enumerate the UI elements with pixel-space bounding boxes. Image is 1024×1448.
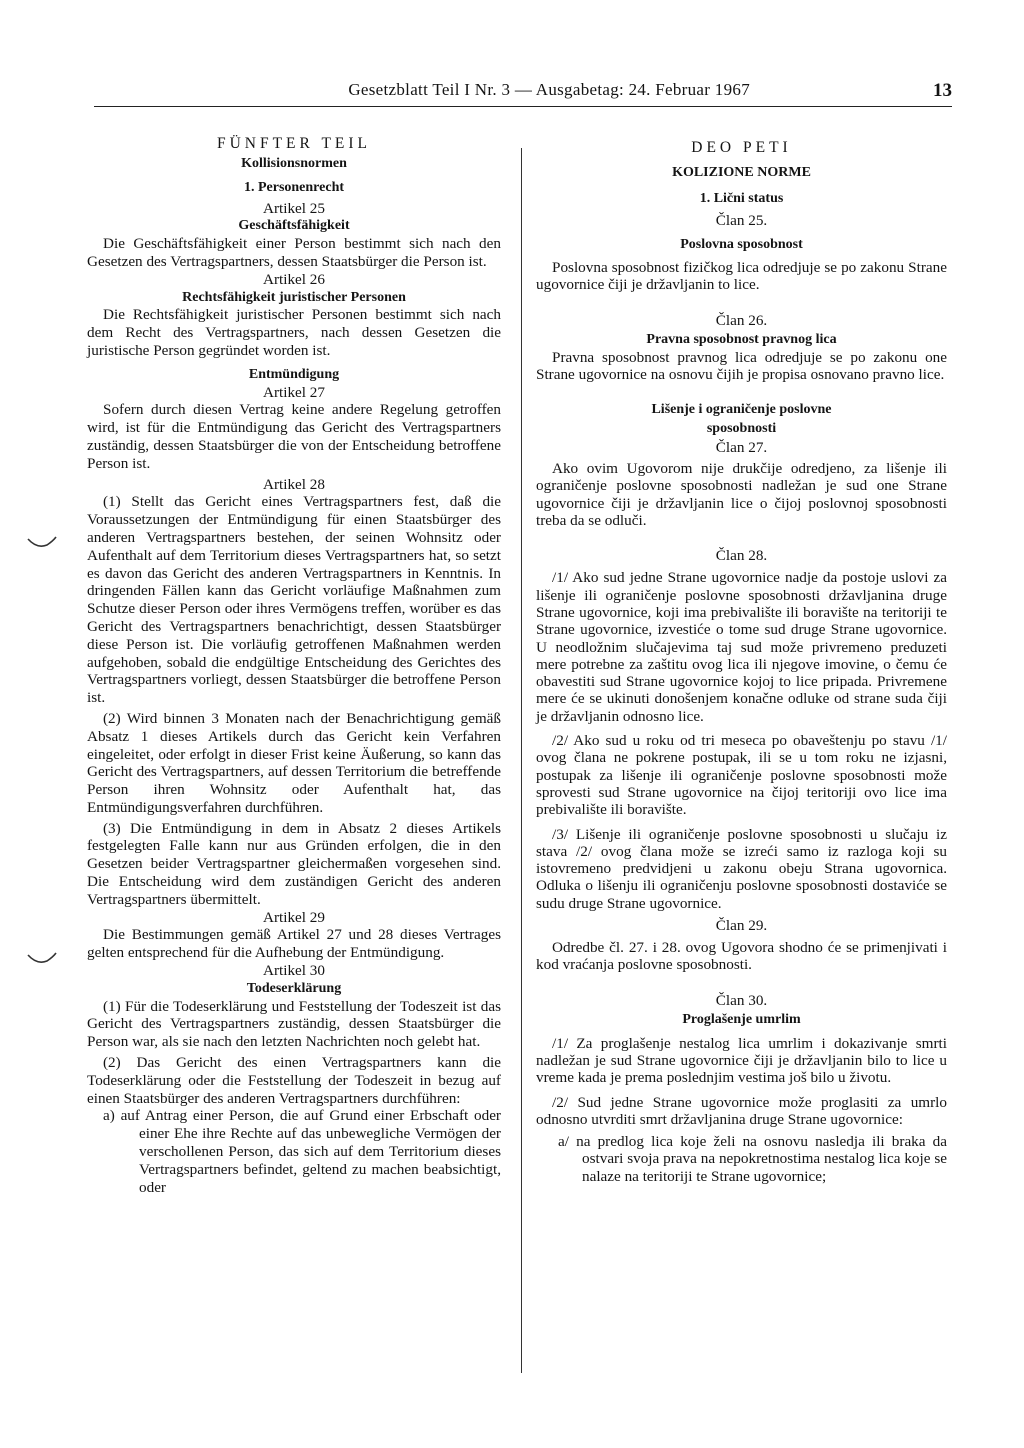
clan-25-text: Poslovna sposobnost fizičkog lica odredjuje se po zakonu Strane ugovornice čiji je državljanin to lice. — [536, 259, 947, 294]
article-28-paragraph-1: (1) Stellt das Gericht eines Vertragspartners fest, daß die Voraussetzungen der Entmündigung für einen Staatsbürger des anderen Vertragspartners bestehen, der seinen Wohnsitz oder Aufenthalt auf dem Territorium dieses Vertragspartners hat, so setzt es davon das Gericht des anderen Vertragspartners in Kenntnis. In dringenden Fällen kann das Gericht vorläufige Maßnahmen zum Schutze dieser Person oder ihres Vermögens treffen, worüber es das Gericht des Vertragspartners benachrichtigt, dessen Staatsbürger diese Person ist. Die vorläufig getroffenen Maßnahmen werden aufgehoben, sobald die endgültige Entscheidung des Gerichtes des Vertragspartners vorliegt, dessen Staatsbürger die betroffene Person ist. — [87, 493, 501, 707]
clan-27-heading-line-1: Lišenje i ograničenje poslovne — [651, 402, 832, 418]
clan-30-item-a: a/ na predlog lica koje želi na osnovu nasledja ili braka da ostvari svoja prava na nepokretnostima nestalog lica koje se nalaze na teritoriji te Strane ugovornice; — [558, 1133, 947, 1185]
clan-27-label: Član 27. — [715, 439, 768, 457]
article-28-paragraph-2: (2) Wird binnen 3 Monaten nach der Benachrichtigung gemäß Absatz 1 dieses Artikels durch das Gericht kein Verfahren eingeleitet, oder erfolgt in dieser Frist keine Äußerung, so kann das Gericht des Vertragspartners, auf dessen Territorium die betreffende Person ihren Wohnsitz oder Aufenthalt hat, das Entmündigungsverfahren durchführen. — [87, 709, 501, 816]
article-28-label: Artikel 28 — [262, 475, 325, 493]
margin-check-mark — [27, 536, 57, 550]
article-25-label: Artikel 25 — [262, 199, 325, 217]
clan-30-label: Član 30. — [715, 991, 768, 1009]
part-title: DEO PETI — [691, 139, 792, 156]
part-subtitle: Kollisionsnormen — [241, 156, 347, 171]
article-26-text: Die Rechtsfähigkeit juristischer Personen bestimmt sich nach dem Recht des Vertragspartners, nach dessen Gesetzen die juristische Person gegründet worden ist. — [87, 306, 501, 359]
header-rule — [94, 106, 952, 107]
article-30-paragraph-2: (2) Das Gericht des einen Vertragspartners kann die Todeserklärung oder die Feststellung der Todeszeit in bezug auf einen Staatsbürger des anderen Vertragspartners durchführen: — [87, 1054, 501, 1107]
clan-28-paragraph-3: /3/ Lišenje ili ograničenje poslovne sposobnosti u slučaju iz stava /2/ ovog člana može se izreći samo iz razloga koji su istovremeno predvidjeni u zakonu obeju Strana ugovornica. Odluka o lišenju ili ograničenju poslovne sposobnosti dostaviće se sudu druge Strane ugovornice. — [536, 825, 947, 912]
article-30-label: Artikel 30 — [262, 962, 325, 980]
article-25-heading: Geschäftsfähigkeit — [238, 218, 350, 234]
clan-26-label: Član 26. — [715, 311, 768, 329]
clan-30-paragraph-2: /2/ Sud jedne Strane ugovornice može proglasiti za umrlo odnosno utvrditi smrt državljanina druge Strane ugovornice: — [536, 1093, 947, 1128]
clan-28-paragraph-1: /1/ Ako sud jedne Strane ugovornice nadje da postoje uslovi za lišenje ili ograničenje poslovne sposobnosti državljanina druge Strane ugovornice, koji ima prebivalište ili boravište na teritoriji te Strane ugovornice, izvestiće o tome sud druge Strane ugovornice. U neodložnim slučajevima taj sud može privremeno preduzeti mere potrebne za zaštitu ovog lica ili njegove imovine, o čemu će obavestiti sud Strane ugovornice kojoj to lice pripada. Privremene mere će se ukinuti donošenjem konačne odluke od strane suda čiji je državljanin odnosno lice. — [536, 569, 947, 725]
article-30-item-a: a) auf Antrag einer Person, die auf Grund einer Erbschaft oder einer Ehe ihre Rechte auf das unbewegliche Vermögen der verschollenen Person, das sich auf dem Territorium dieses Vertragspartners befindet, geltend zu machen beabsichtigt, oder — [103, 1107, 501, 1196]
page-number: 13 — [933, 80, 952, 101]
part-title: FÜNFTER TEIL — [216, 135, 372, 152]
clan-26-heading: Pravna sposobnost pravnog lica — [646, 331, 837, 347]
clan-25-label: Član 25. — [715, 212, 768, 229]
clan-29-label: Član 29. — [715, 917, 768, 935]
article-27-label: Artikel 27 — [262, 383, 325, 401]
clan-26-text: Pravna sposobnost pravnog lica odredjuje se po zakonu one Strane ugovornice na osnovu čijih je propisa osnovano pravno lice. — [536, 348, 947, 383]
article-29-text: Die Bestimmungen gemäß Artikel 27 und 28 dieses Vertrages gelten entsprechend für die Aufhebung der Entmündigung. — [87, 926, 501, 962]
clan-30-heading: Proglašenje umrlim — [682, 1011, 801, 1027]
article-30-paragraph-1: (1) Für die Todeserklärung und Feststellung der Todeszeit ist das Gericht des Vertragspartners zuständig, dessen Staatsbürger die Person war, als sie nach den letzten Nachrichten noch gelebt hat. — [87, 997, 501, 1051]
section-heading: 1. Personenrecht — [243, 179, 345, 195]
margin-check-mark — [27, 952, 57, 966]
clan-28-label: Član 28. — [715, 547, 768, 565]
article-27-heading: Entmündigung — [248, 366, 340, 382]
article-25-text: Die Geschäftsfähigkeit einer Person bestimmt sich nach den Gesetzen des Vertragspartners, dessen Staatsbürger die Person ist. — [87, 235, 501, 270]
article-29-label: Artikel 29 — [262, 908, 325, 926]
page-header — [94, 78, 952, 104]
column-divider — [521, 148, 522, 1373]
clan-27-heading-line-2: sposobnosti — [706, 421, 777, 437]
article-30-heading: Todeserklärung — [246, 980, 342, 996]
part-subtitle: KOLIZIONE NORME — [672, 165, 811, 180]
clan-29-text: Odredbe čl. 27. i 28. ovog Ugovora shodno će se primenjivati i kod vraćanja poslovne sposobnosti. — [536, 939, 947, 974]
article-26-label: Artikel 26 — [262, 270, 325, 288]
clan-28-paragraph-2: /2/ Ako sud u roku od tri meseca po obaveštenju po stavu /1/ ovog člana ne pokrene postupak, ili se u tom roku ne izjasni, postupak za lišenje ili ograničenje poslovne sposobnosti može sprovesti sud Strane ugovornice na čijoj teritoriji ovo lice ima prebivalište ili boravište. — [536, 732, 947, 819]
german-column — [87, 134, 501, 1196]
clan-30-paragraph-1: /1/ Za proglašenje nestalog lica umrlim i dokazivanje smrti nadležan je sud Strane ugovornice čiji je državljanin bilo to lice u vreme kada je prema poslednjim vestima još bilo u životu. — [536, 1034, 947, 1087]
article-26-heading: Rechtsfähigkeit juristischer Personen — [182, 289, 406, 305]
article-27-text: Sofern durch diesen Vertrag keine andere Regelung getroffen wird, ist für die Entmündigung das Gericht des Vertragspartners zuständig, dessen Staatsbürger die von der Entscheidung betroffene Person ist. — [87, 401, 501, 472]
article-28-paragraph-3: (3) Die Entmündigung in dem in Absatz 2 dieses Artikels festgelegten Falle kann nur aus Gründen erfolgen, die in den Gesetzen beider Vertragspartner gleichermaßen vorgesehen sind. Die Entscheidung wird dem zuständigen Gericht des anderen Vertragspartners übermittelt. — [87, 819, 501, 908]
clan-25-heading: Poslovna sposobnost — [680, 237, 803, 252]
clan-27-text: Ako ovim Ugovorom nije drukčije odredjeno, za lišenje ili ograničenje poslovne sposobnosti nadležan je sud one Strane ugovornice čiji je državljanin lice o čijoj poslovnoj sposobnosti treba da se odluči. — [536, 460, 947, 530]
section-heading: 1. Lični status — [699, 191, 784, 206]
gazette-title: Gesetzblatt Teil I Nr. 3 — Ausgabetag: 24. Februar 1967 — [348, 80, 750, 99]
serbian-column — [536, 134, 947, 1185]
